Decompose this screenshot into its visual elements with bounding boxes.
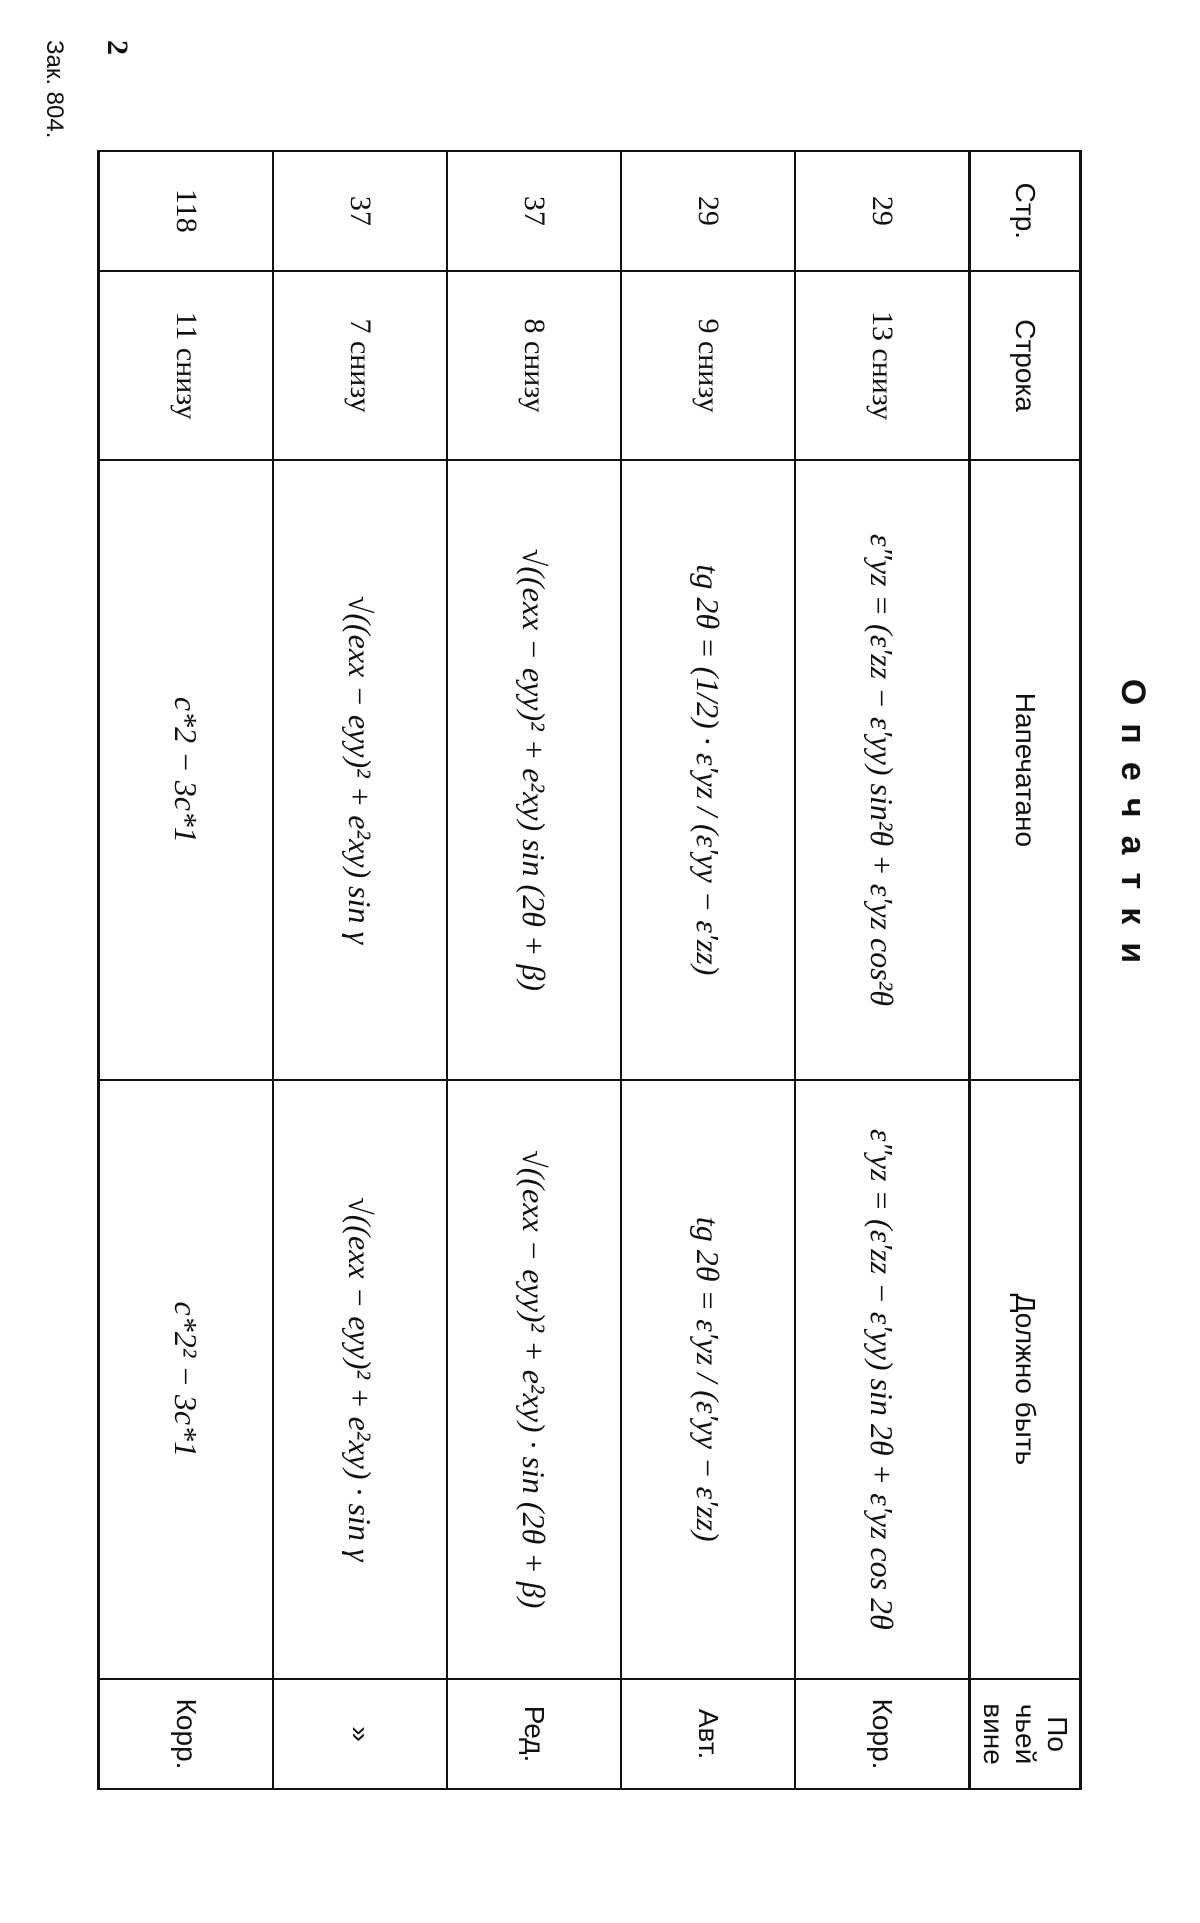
cell-line: 8 снизу	[447, 271, 621, 461]
cell-line: 7 снизу	[273, 271, 447, 461]
header-printed: Напечатано	[970, 460, 1081, 1079]
table-row	[795, 151, 970, 1789]
cell-page: 118	[99, 151, 274, 271]
cell-correct: √((exx − eyy)² + e²xy) · sin γ	[273, 1080, 447, 1680]
errata-table	[97, 150, 1082, 1790]
cell-line: 11 снизу	[99, 271, 274, 461]
cell-correct: ε″yz = (ε′zz − ε′yy) sin 2θ + ε′yz cos 2θ	[795, 1080, 970, 1680]
cell-printed: ε″yz = (ε′zz − ε′yy) sin²θ + ε′yz cos²θ	[795, 460, 970, 1079]
cell-line: 9 снизу	[621, 271, 795, 461]
table-row	[621, 151, 795, 1789]
header-fault: По чьей вине	[970, 1679, 1081, 1789]
cell-page: 29	[795, 151, 970, 271]
cell-printed: c*2 − 3c*1	[99, 460, 274, 1079]
errata-heading: Опечатки	[1114, 678, 1152, 982]
cell-fault: »	[273, 1679, 447, 1789]
header-line: Строка	[970, 271, 1081, 461]
errata-header-row	[970, 151, 1081, 1789]
table-row	[273, 151, 447, 1789]
header-page: Стр.	[970, 151, 1081, 271]
cell-fault: Корр.	[795, 1679, 970, 1789]
order-note: Зак. 804.	[41, 40, 68, 139]
cell-correct: c*2² − 3c*1	[99, 1080, 274, 1680]
cell-page: 37	[447, 151, 621, 271]
table-row	[447, 151, 621, 1789]
cell-line: 13 снизу	[795, 271, 970, 461]
cell-fault: Корр.	[99, 1679, 274, 1789]
table-row	[99, 151, 274, 1789]
cell-printed: tg 2θ = (1/2) · ε′yz / (ε′yy − ε′zz)	[621, 460, 795, 1079]
page-number: 2	[101, 40, 134, 55]
cell-page: 29	[621, 151, 795, 271]
header-correct: Должно быть	[970, 1080, 1081, 1680]
cell-fault: Ред.	[447, 1679, 621, 1789]
cell-printed: √((exx − eyy)² + e²xy) sin (2θ + β)	[447, 460, 621, 1079]
cell-printed: √((exx − eyy)² + e²xy) sin γ	[273, 460, 447, 1079]
cell-correct: tg 2θ = ε′yz / (ε′yy − ε′zz)	[621, 1080, 795, 1680]
cell-page: 37	[273, 151, 447, 271]
cell-fault: Авт.	[621, 1679, 795, 1789]
cell-correct: √((exx − eyy)² + e²xy) · sin (2θ + β)	[447, 1080, 621, 1680]
